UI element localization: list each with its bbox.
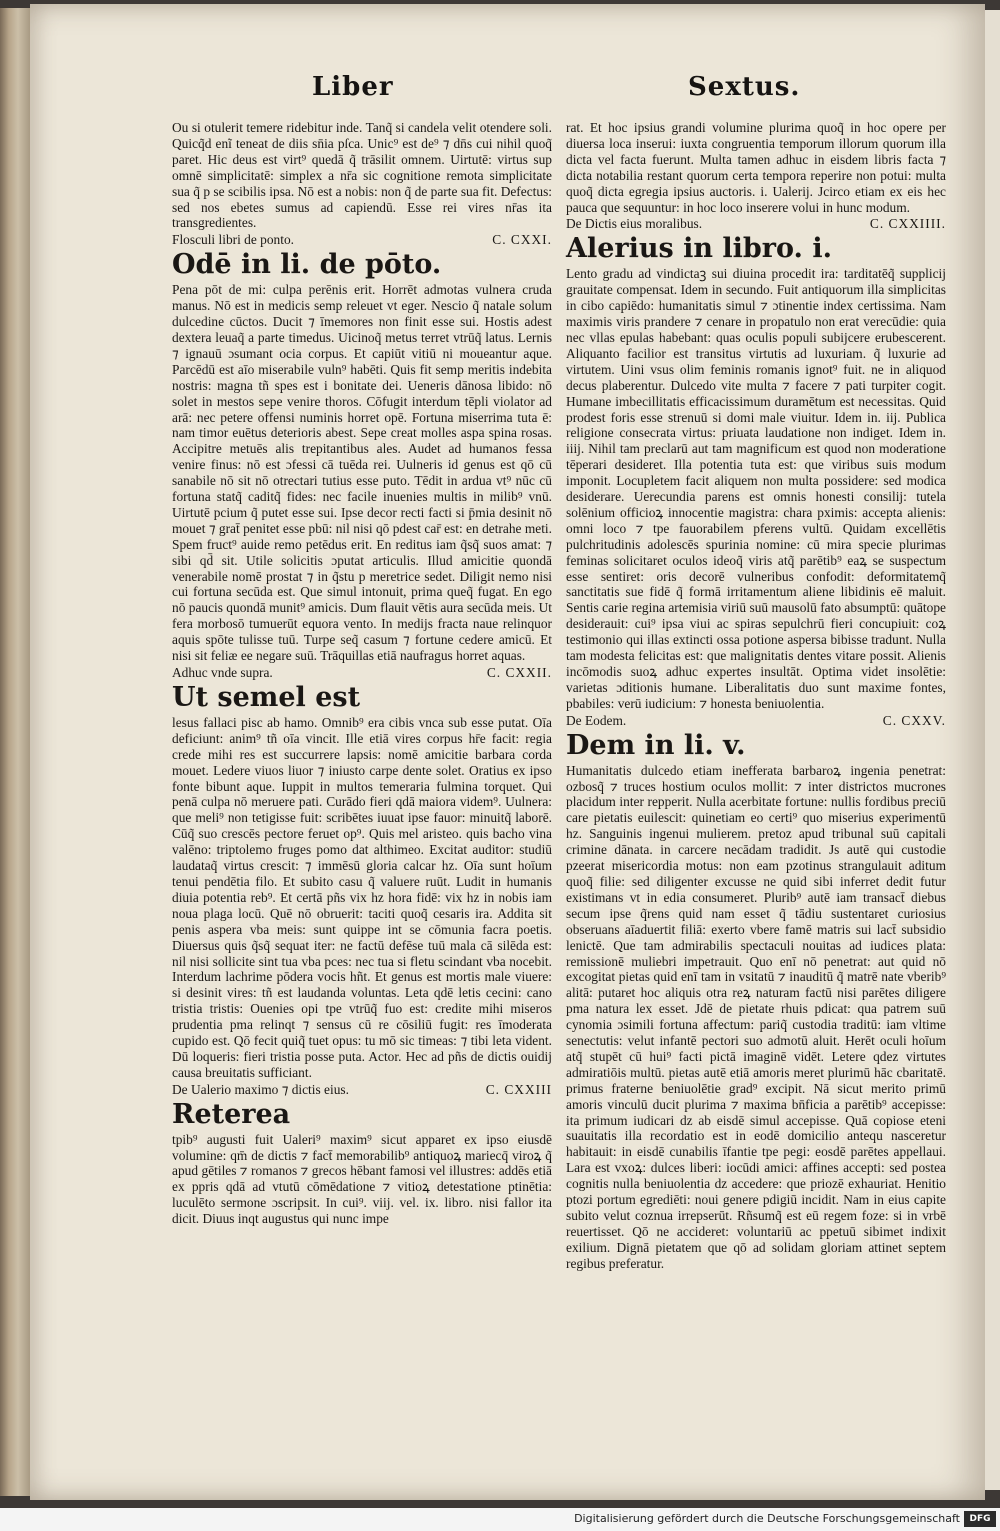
right-column — [566, 120, 946, 1272]
funding-notice: Digitalisierung gefördert durch die Deutsche Forschungsgemeinschaft — [574, 1512, 960, 1525]
text-paragraph: lesus fallaci pisc ab hamo. Omnib⁹ era cibis vnca sub esse putat. Oīa deficiunt: anim⁹ tñ oīa vincit. Ille etiā vires corpus hr̄e facit: regia crede mihi res est succurrere lapsis: nomē amicitie barbara corda mouet. Ledere viuos liuor ⁊ iniusto carpe dente solet. Oratius ex ipso fonte bibunt aque. Iuppit in multos temeraria fulmina torquet. Qui penā culpa nō meruere pati. Curādo fieri qdā maiora videm⁹. Uulnera: que meli⁹ non tetigisse fuit: scribētes iuuat ipse fauor: minuitq̃ laborē. Cūq̃ suo crescēs pectore feruet op⁹. Quis mel aristeo. quis bacho vina valēno: triptolemo fruges pomo dat althimeo. Excitat auditor: studiū laudataq̃ virtus crescit: ⁊ immēsū gloria calcar hz. Oīa sunt hoīum tenui pendētia filo. Et subito casu q̃ valuere ruūt. Ludit in humanis diuia potentia reb⁹. Et certā pñs vix hz hora fidē: vix hz in nobis iam noua plaga locū. Quē nō obruerit: taciti quoq̃ cesaris ira. Addita sit penis aspera vba meis: sunt quippe int se cōmunia facra poetis. Diuersus quis q̃sq̃ sequat iter: ne factū defēse tuū mala cā silēda est: nil nisi sollicite sint tua vba pces: nec tua si fletu scindant vba nocebit. Interdum lachrime pōdera vocis hñt. Et genus est mortis male viuere: si desinit vires: tñ est laudanda voluntas. Leta qdē letis cecini: cano tristia tristis: Ouenies opi tpe vtrūq̃ fuo est: credite mihi miseros prudentia pma relinqt ⁊ sensus cū re cōsiliū fugit: res īmoderata cupido est. Qō fecit quiq̃ tuet opus: tu mō sic timeas: ⁊ tibi leta vident. Dū loqueris: fieri tristia posse puta. Actor. Hec ad pñs de dictis ouidij causa breuitatis sufficiant. — [172, 714, 552, 1080]
chapter-number: C. CXXII. — [486, 665, 552, 680]
running-head-left: Liber — [312, 72, 394, 102]
section-heading — [172, 232, 552, 248]
left-column — [172, 120, 552, 1227]
section-label: Adhuc vnde supra. — [172, 665, 273, 680]
footer-bar — [0, 1508, 1000, 1531]
page-edge-stack — [0, 8, 30, 1496]
text-paragraph: Humanitatis dulcedo etiam inefferata barbaroꝝ ingenia penetrat: ozbosq̃ ⁊ truces hostium oculos mollit: ⁊ inter districtos mucrones placidum inter repperit. Nulla acerbitate fortune: nullis fordibus preciū care pietatis euilescit: quinetiam eo certi⁹ quo miserius experimentū hz. Sanguinis ingenui mulierem. pretoz apud tribunal suū capitali crimine dānata. in carcere necādam tradidit. Js autē qui custodie pzeerat misericordia motus: non eam pzotinus strangulauit aditum quoq̃ filie: sed diligenter excusse ne quid sibi inferret dedit futur existimans vt in edia consumeret. Plurib⁹ autē iam transact̄ diebus secum ipse q̃rens quid nam esset q̃ tādiu sustentaret curiosius obseruans aīaduertit filiā: exerto vbere famē matris sui lact̄ subsidio lenictē. Que tam admirabilis spectaculi nouitas ad iudices plata: remissionē muliebri impetrauit. Quo enī nō penetrat: aut quid nō excogitat pietas quid enī tam in vsitatū ⁊ inauditū q̃ matrē nate vberib⁹ alitā: putaret hoc aliquis otra reꝝ naturam factū nisi parētes diligere pma natura lex esset. Jdē de pietate rhuis pdicat: qua patrem suū cynomia ɔsimili fortuna affectum: pariq̃ custodia traditū: iam vltime senectutis: velut infantē pectori suo admotū aluit. Herēt oculi hoīum atq̃ stupēt cū hui⁹ facti pictā imaginē vidēt. Letere qdez virtutes admiratiōis multū. pietas autē etiā amoris meret plurimū hāc cbaritatē. primus fraterne beniuolētie grad⁹ excipit. Nā sicut merito primū amoris vinculū ducit plurima ⁊ maxima bn̄ficia a parētib⁹ accepisse: ita primum iudicari dz ab eisdē simul accepisse. Quā copiose eteni suauitatis illa recordatio est in eodē domicilio antequ nasceretur habitauit: in eisdē cunabilis īfantie tpe pegi: eosdē parētes appellaui. Lara est vxoꝝ: dulces liberi: iocūdi amici: affines accepti: sed postea cognitis nulla beniuolentia dz accedere: que priozē exhauriat. Henitio ptozi portum egrediēti: noui genere pdigiū incidit. Nam in eius capite subito velut coznua irrepserūt. Rñsumq̃ est eū regem foze: si in vrbē reuertisset. Qō ne accideret: voluntariū ac ppetuū sibimet indixit exilium. Dignā pietatem que qō ad solidam gloriam attinet septem regibus preferatur. — [566, 762, 946, 1271]
lemma-initial: Reterea — [172, 1098, 291, 1130]
lemma-initial: Ut semel est — [172, 681, 361, 713]
chapter-number: C. CXXIIII. — [869, 216, 946, 232]
section-heading — [172, 1082, 552, 1098]
lemma-initial: Alerius in libro. i. — [566, 233, 832, 265]
section-label: De Eodem. — [566, 712, 627, 728]
running-head-right: Sextus. — [688, 72, 801, 102]
chapter-number: C. CXXIII — [485, 1081, 552, 1097]
section-heading — [172, 665, 552, 681]
section-heading — [566, 713, 946, 729]
chapter-number: C. CXXV. — [882, 712, 946, 728]
text-paragraph: Lento gradu ad vindictaꝫ sui diuina procedit ira: tarditatēq̃ supplicij grauitate compensat. Idem in secundo. Fuit antiquorum illa simplicitas in cibo capiēdo: humanitatis simul ⁊ ɔtinentie index certissima. Nam maximis viris prandere ⁊ cenare in propatulo non erat verecūdie: quia nec vllas epulas habebant: quas oculis populi subijcere erubescerent. Aliquanto facilior est transitus virtutis ad luxuriam. q̃ luxurie ad virtutem. Uini vsus olim feminis romanis ignot⁹ fuit. ne in aliquod decus plaberentur. Dulcedo vite multa ⁊ facere ⁊ pati turpiter cogit. Humane imbecillitatis efficacissimum duramētum est necessitas. Quid prodest foris esse strenuū si domi male viuitur. Idem in. iij. Publica religione consecrata virtus: priuata laudatione non indiget. Idem in. iiij. Nihil tam preclarū aut tam magnificum est quod non moderatione tēperari desideret. Illa potentia tuta est: que viribus suis modum imponit. Locupletem facit aliquem non multa possidere: sed modica desiderare. Uerecundia parens est omnis honesti consilij: tutela solēnium officioꝝ innocentie magistra: chara pximis: accepta alienis: omni loco ⁊ tpe fauorabilem pferens vultū. Quidam excellētis pulchritudinis adolescēs spurinia nomine: cū mira specie plurimas feminas solicitaret oculos ideoq̃ viris atq̃ parētib⁹ eaꝝ se suspectum esse sentiret: oris decorē vulneribus confodit: deformitatemq̃ sanctitatis sue fidē q̃ formā irritamentum aliene libidinis eē maluit. Sentis carie regina artemisia viriū suū mausolū fato absumptū: quātope desiderauit: cui⁹ ipsa viui ac spiras sepulchrū fieri concupiuit: coꝝ testimonio qui illas extincti ossa potione aspersa bibisse tradunt. Nulla tam modesta felicitas est: que malignitatis dentes vitare possit. Alienis incōmodis suoꝝ adhuc expertes insultāt. Optima videt insolētie: varietas ɔditionis humane. Liberalitatis duo sunt maxime fontes, pbabiles: verū iudicium: ⁊ honesta beniuolentia. — [566, 266, 946, 711]
next-page-edge — [985, 10, 1000, 1490]
text-paragraph: Ou si otulerit temere ridebitur inde. Tanq̃ si candela velit otendere soli. Quicq̃d enĩ teneat de diis sn̄ia pſca. Unic⁹ est de⁹ ⁊ dn̄s cui nihil quoq̃ paret. Hic deus est virt⁹ quedā q̃ trāsilit omnem. Uirtutē: virtus sup omnē simplicitatē: simplex a nr̄a sic cognitione remota simplicitate sua q̃ p se scibilis ipsa. Nō est a nobis: non q̃ de parte sua fit. Defectus: sed nos ebetes sumus ad capiendū. Esse rei vires nr̄as ita transgredientes. — [172, 120, 552, 231]
section-label: De Ualerio maximo ⁊ dictis eius. — [172, 1081, 349, 1097]
text-paragraph: Pena pōt de mi: culpa perēnis erit. Horrēt admotas vulnera cruda manus. Nō est in medicis semp releuet vt eger. Nescio q̃ natale solum dulcedine cūctos. Ducit ⁊ īmemores non finit esse sui. Hostis adest dextera leuaq̃ a parte timedus. Uicinoq̃ metus terret vtrūq̃ latus. Lernis ⁊ ignauū ɔsumant ocia corpus. Et capiūt vitiū ni moueantur aque. Parcēdū est aīo miserabile vuln⁹ habēti. Quis fit semp meritis indebita nostris: magna tñ spes est i bonitate dei. Ueneris dānosa libido: nō solet in mestos sepe venire thoros. Cōfugit interdum tēpli violator ad arā: nec petere offensi numinis horret opē. Fortuna miserrima tuta ē: nam timor euētus deterioris abest. Sepe creat molles aspa spina rosas. Accipitre metuēs alis trepitantibus ales. Audet ad humanos fessa venire finus: nō est ɔfessi cā tuēda rei. Uulneris id genus est qō cū sanabile nō sit nō otrectari tutius esse puto. Tēdit in ardua vt⁹ nūc cū fortuna statq̃ caditq̃ fides: nec facile inuenies multis in milib⁹ vnū. Uirtutē pcium q̃ putet esse sui. Ipse decor recti facti si p̄mia desinit nō mouet ⁊ grat̄ penitet esse pbū: nil nisi qō pdest car̄ est: en detrahe meti. Spem fruct⁹ auide remo petēdus erit. En reditus iam q̃sq̃ suos amat: ⁊ sibi qd̄ sit. Utile solicitis ɔputat articulis. Illud amicitie quondā venerabile nomē prostat ⁊ in q̃stu p meretrice sedet. Diligit nemo nisi cui fortuna secūda est. Que simul intonuit, prima queq̃ fugat. En ego nō paucis quondā munit⁹ amicis. Dum flauit vētis aura secūda meis. Ut fera morbosō tumuerūt equora vento. In medijs fracta naue relinquor aquis spōte tulisse tuū. Turpe seq̃ casum ⁊ fortune cedere amicū. Et nisi sit feliæ ee negare suū. Trāquillas etiā naufragus horret aquas. — [172, 282, 552, 664]
dfg-logo-icon: DFG — [964, 1511, 996, 1527]
section-heading — [566, 216, 946, 232]
chapter-number: C. CXXI. — [492, 232, 552, 248]
section-label: De Dictis eius moralibus. — [566, 216, 703, 232]
section-label: Flosculi libri de ponto. — [172, 232, 294, 248]
lemma-initial: Dem in li. v. — [566, 729, 746, 761]
text-paragraph: tpib⁹ augusti fuit Ualeri⁹ maxim⁹ sicut apparet ex ipso eiusdē volumine: qm̄ de dictis ⁊ fact̄ memorabilib⁹ antiquoꝝ mariecq̄ viroꝝ q̃ apud gētiles ⁊ romanos ⁊ grecos hēbant famosi vel illustres: addēs etiā ex ppris qdā ad vtutū cōmēdatione ⁊ vitioꝝ detestatione ptinētia: luculēto sermone ɔscripsit. In cui⁹. viij. vel. ix. libro. nisi fallor ita dicit. Diuus inqt augustus qui nunc impe — [172, 1131, 552, 1227]
text-paragraph: rat. Et hoc ipsius grandi volumine plurima quoq̃ in hoc opere per diuersa loca inserui: iuxta congruentia temporum illorum quorum illa dicta vel facta fuerunt. Multa tamen adhuc in eisdem libris facta ⁊ dicta notabilia restant quorum certa tempora reperire non potui: multa quoq̃ dicta egregia ipsius auctoris. i. Ualerij. Jcirco etiam ex eis hec pauca que sequuntur: in hoc loco inserere volui in hunc modum. — [566, 120, 946, 215]
lemma-initial: Odē in li. de pōto. — [172, 249, 442, 281]
